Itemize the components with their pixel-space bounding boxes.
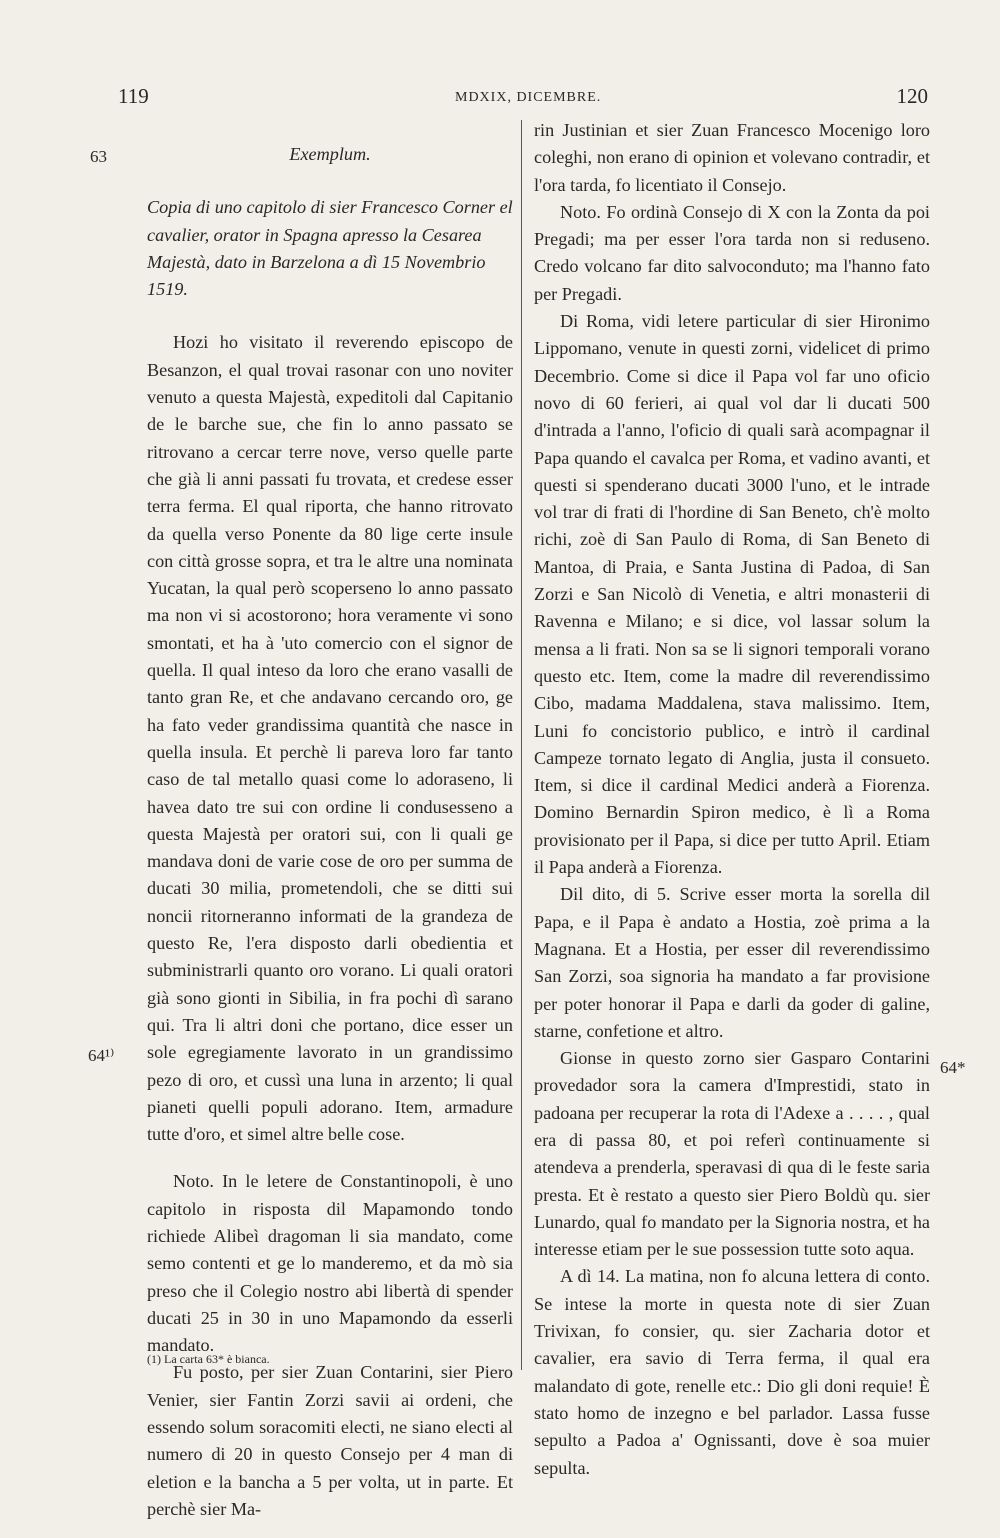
page-number-left: 119 bbox=[118, 84, 149, 108]
paragraph: Noto. In le letere de Constantinopoli, è uno capitolo in risposta dil Mapamondo tondo richiede Alibeì dragoman li sia mandato, come semo contenti et ge lo manderemo, et da mò sia preso che il Colegio nostro abi libertà di spender ducati 25 in 30 in uno Mapamondo da esserli mandato. bbox=[147, 1171, 513, 1356]
margin-number-63: 63 bbox=[90, 147, 107, 166]
exemplum-heading: Exemplum. bbox=[289, 144, 371, 164]
page-number-right: 120 bbox=[896, 84, 928, 108]
paragraph: rin Justinian et sier Zuan Francesco Mocenigo loro coleghi, non erano di opinion et volevano contradir, et l'ora tarda, fo licentiato il Consejo. bbox=[534, 120, 930, 195]
footnote: (1) La carta 63* è bianca. bbox=[147, 1352, 270, 1366]
running-header: MDXIX, DICEMBRE. bbox=[455, 90, 602, 105]
left-column bbox=[147, 141, 513, 1523]
margin-number-64-left: 64¹⁾ bbox=[88, 1046, 115, 1065]
paragraph: Gionse in questo zorno sier Gasparo Contarini provedador sora la camera d'Imprestidi, stato in padoana per recuperar la rota di l'Adexe a . . . . , qual era di passa 80, et poi referì continuamente si atendeva a prenderla, speravasi di qua di le feste saria presta. Et è restato a questo sier Piero Boldù qu. sier Lunardo, qual fo mandato per la Signoria nostra, et ha interesse etiam per le sue possession tutte soto aqua. bbox=[534, 1048, 930, 1260]
chapter-title: Copia di uno capitolo di sier Francesco Corner el cavalier, orator in Spagna apresso la Cesarea Majestà, dato in Barzelona a dì 15 Novembrio 1519. bbox=[147, 197, 513, 300]
paragraph: A dì 14. La matina, non fo alcuna lettera di conto. Se intese la morte in questa note di sier Zuan Trivixan, fo consier, qu. sier Zacharia dotor et cavalier, era savio di Terra ferma, il qual era malandato di gote, renelle etc.: Dio gli doni requie! È stato homo de inzegno e bel parlador. Lassa fusse sepulto a Padoa a' Ognissanti, dove è soa muier sepulta. bbox=[534, 1266, 930, 1478]
column-divider bbox=[521, 120, 522, 1370]
paragraph: Di Roma, vidi letere particular di sier Hironimo Lippomano, venute in questi zorni, videlicet di primo Decembrio. Come si dice il Papa vol far uno oficio novo di 60 ferieri, ai qual vol dar li ducati 500 d'intrada a l'anno, l'oficio di quali sarà acompagnar il Papa quando el cavalca per Roma, et vadino avanti, et questi si spenderano ducati 3000 l'uno, et le intrade vol trar di frati di l'hordine di San Beneto, ch'è molto richi, zoè di San Paulo di Roma, di San Beneto di Mantoa, di Praia, e Santa Justina di Padoa, di San Zorzi e San Nicolò di Venetia, e altri monasterii di Ravenna e Milano; e si dice, vol lassar solum la mensa a li frati. Non sa se li signori temporali vorano questo etc. Item, come la madre dil reverendissimo Cibo, madama Maddalena, stava malissimo. Item, Luni fo concistorio publico, e intrò il cardinal Campeze tornato legato di Anglia, justa il consueto. Item, si dice il cardinal Medici anderà a Fiorenza. Domino Bernardin Spiron medico, è lì a Roma provisionato per il Papa, si dice per tutto April. Etiam il Papa anderà a Fiorenza. bbox=[534, 311, 930, 878]
margin-number-64-right: 64* bbox=[940, 1058, 966, 1077]
paragraph: Fu posto, per sier Zuan Contarini, sier Piero Venier, sier Fantin Zorzi savii ai ordeni, che essendo solum soracomiti electi, ne siano electi al numero di 20 in questo Consejo per 4 man di eletion e la bancha a 5 per volta, ut in parte. Et perchè sier Ma- bbox=[147, 1362, 513, 1519]
right-column bbox=[534, 117, 930, 1482]
paragraph: Dil dito, di 5. Scrive esser morta la sorella dil Papa, e il Papa è andato a Hostia, zoè prima a la Magnana. Et a Hostia, per esser dil reverendissimo San Zorzi, soa signoria ha mandato a far provisione per poter honorar il Papa e darli da goder di galine, starne, confetione et altro. bbox=[534, 884, 930, 1041]
paragraph: Noto. Fo ordinà Consejo di X con la Zonta da poi Pregadi; ma per esser l'ora tarda non si reduseno. Credo volcano far dito salvoconduto; ma l'hanno fato per Pregadi. bbox=[534, 201, 930, 304]
paragraph: Hozi ho visitato il reverendo episcopo de Besanzon, el qual trovai rasonar con uno noviter venuto a questa Majestà, expeditoli dal Capitanio de le barche sue, che fin lo anno passato se ritrovano a cercar terre nove, verso quelle parte che già li anni passati fu trovata, et credese esser terra ferma. El qual riporta, che hanno ritrovato da quella verso Ponente da 80 lige certe insule con città grosse sopra, et tra le altre una nominata Yucatan, la qual però scoperseno lo anno passato ma non vi si acostorono; hora veramente vi sono smontati, et ha à 'uto comercio con el signor de quella. Il qual inteso da loro che erano vasalli de tanto gran Re, et che andavano cercando oro, ge ha fato veder grandissima quantità che nasce in quella insula. Et perchè li pareva loro far tanto caso de tal metallo quasi come lo adoraseno, li havea dato tre sui con ordine li condusesseno a questa Majestà per oratori sui, con li quali ge mandava doni de varie cose de oro per summa de ducati 30 milia, prometendoli, che se ditti sui noncii ritorneranno informati de la grandeza de questo Re, l'era disposto darli obedientia et subministrarli quanto oro vorano. Li quali oratori già sono gionti in Sibilia, in fra pochi dì sarano qui. Tra li altri doni che portano, dice esser un sole egregiamente lavorato in un grandissimo pezo di oro, et cussì una luna in arzento; li qual pianeti quelli populi adorano. Item, armadure tutte d'oro, et simel altre belle cose. bbox=[147, 332, 513, 1145]
